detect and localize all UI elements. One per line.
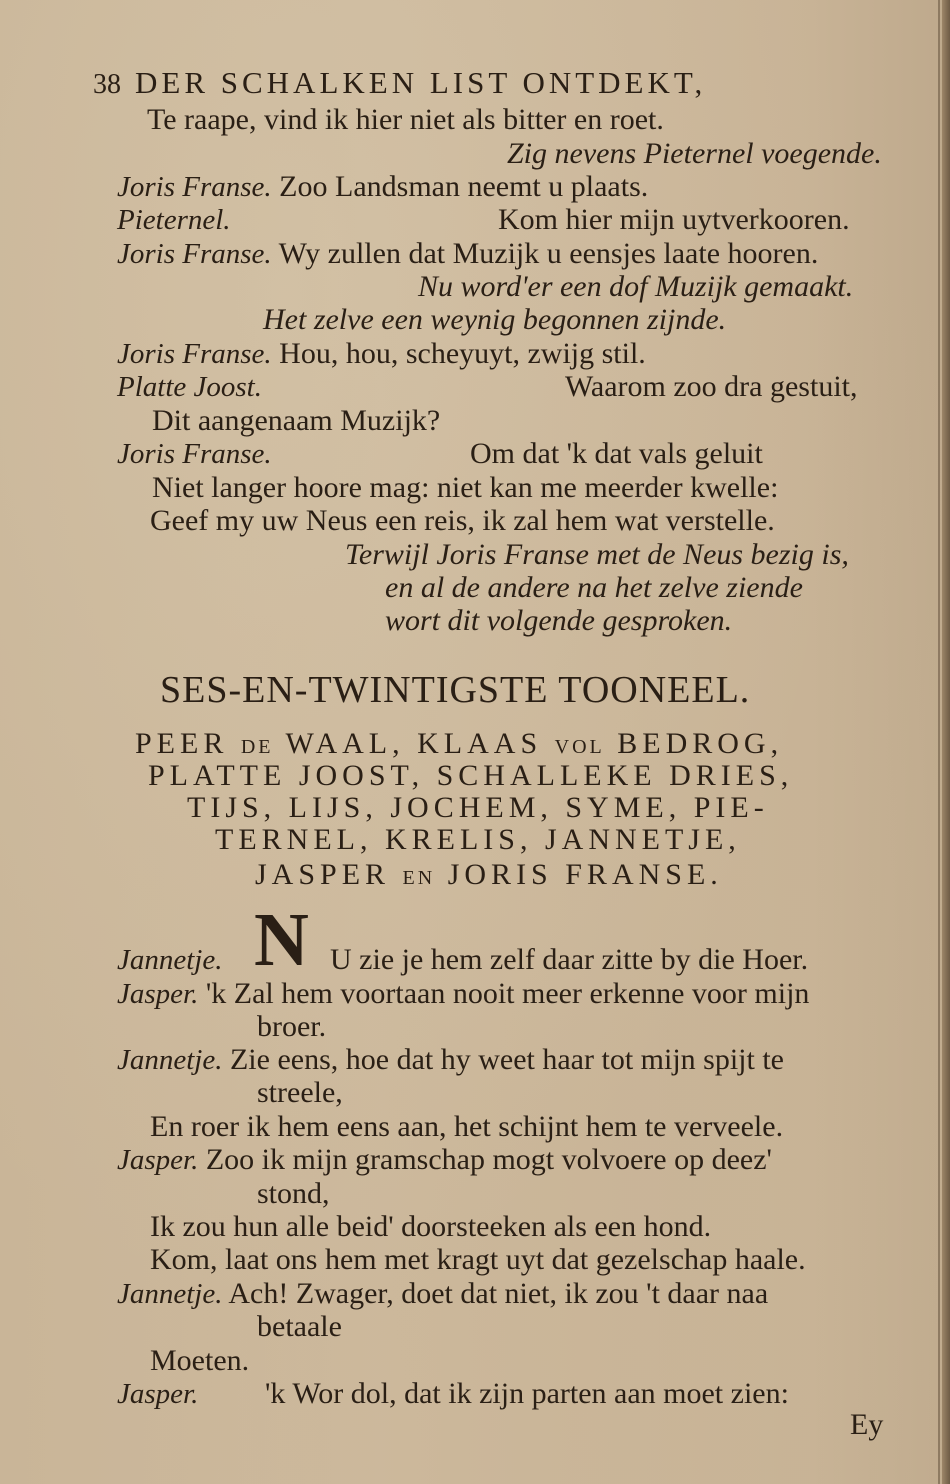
verse-line: Dit aangenaam Muzijk? <box>152 404 441 437</box>
cast-text: JORIS FRANSE. <box>435 858 723 891</box>
cast-line <box>255 858 723 892</box>
speaker-name: Pieternel. <box>117 204 231 236</box>
binding-line <box>938 0 940 1484</box>
cast-line: TERNEL, KRELIS, JANNETJE, <box>215 823 741 856</box>
verse-continuation: broer. <box>257 1010 327 1043</box>
speech-text: Hou, hou, scheyuyt, zwijg stil. <box>279 337 646 370</box>
running-title: DER SCHALKEN LIST ONTDEKT, <box>135 65 707 100</box>
speech-text: Ach! Zwager, doet dat niet, ik zou 't daar naa <box>228 1277 769 1310</box>
cast-line: TIJS, LIJS, JOCHEM, SYME, PIE- <box>187 791 769 824</box>
verse-continuation: streele, <box>257 1076 343 1109</box>
speaker-name: Jannetje. <box>117 944 223 976</box>
speaker-name: Joris Franse. <box>117 338 272 370</box>
stage-direction: wort dit volgende gesproken. <box>385 604 733 637</box>
verse-line: Geef my uw Neus een reis, ik zal hem wat verstelle. <box>150 504 775 537</box>
page-edge <box>942 0 950 1484</box>
verse-line: Ik zou hun alle beid' doorsteeken als een hond. <box>150 1210 712 1243</box>
cast-line: PLATTE JOOST, SCHALLEKE DRIES, <box>148 759 794 792</box>
verse-continuation: stond, <box>257 1177 330 1210</box>
cast-particle: EN <box>402 867 436 889</box>
cast-particle: VOL <box>554 736 605 758</box>
verse-line: Moeten. <box>150 1344 250 1377</box>
speech-text: 'k Wor dol, dat ik zijn parten aan moet zien: <box>265 1377 789 1410</box>
speech-line <box>117 437 272 471</box>
cast-text: WAAL, KLAAS <box>273 727 555 760</box>
speaker-name: Jasper. <box>117 1144 199 1176</box>
speech-text: Zoo ik mijn gramschap mogt volvoere op deez' <box>205 1143 772 1176</box>
drop-cap: N <box>254 898 309 982</box>
speaker-name: Joris Franse. <box>117 438 272 470</box>
stage-direction: Zig nevens Pieternel voegende. <box>507 137 882 170</box>
stage-direction: en al de andere na het zelve ziende <box>385 571 803 604</box>
stage-direction: Terwijl Joris Franse met de Neus bezig is, <box>345 538 849 571</box>
stage-direction: Nu word'er een dof Muzijk gemaakt. <box>418 270 854 303</box>
speech-text: Waarom zoo dra gestuit, <box>565 370 858 403</box>
speaker-name: Joris Franse. <box>117 171 272 203</box>
cast-text: PEER <box>135 727 241 760</box>
speech-text: U zie je hem zelf daar zitte by die Hoer. <box>330 943 809 976</box>
verse-continuation: betaale <box>257 1310 342 1343</box>
speech-text: Kom hier mijn uytverkooren. <box>498 203 850 236</box>
speaker-name: Jannetje. <box>117 1278 223 1310</box>
speech-line <box>117 977 809 1011</box>
speech-text: 'k Zal hem voortaan nooit meer erkenne voor mijn <box>205 977 810 1010</box>
speech-line <box>117 943 222 977</box>
cast-text: JASPER <box>255 858 403 891</box>
speech-line <box>117 237 818 271</box>
speech-line <box>117 170 648 204</box>
catchword: Ey <box>850 1408 884 1441</box>
page-number: 38 <box>93 69 121 100</box>
scene-title: SES-EN-TWINTIGSTE TOONEEL. <box>160 669 751 711</box>
speaker-name: Joris Franse. <box>117 238 272 270</box>
speaker-name: Jasper. <box>117 1378 199 1410</box>
speaker-name: Platte Joost. <box>117 371 262 403</box>
speech-line <box>117 337 646 371</box>
speech-text: Zoo Landsman neemt u plaats. <box>279 170 649 203</box>
cast-line <box>135 727 783 761</box>
verse-line: Kom, laat ons hem met kragt uyt dat gezelschap haale. <box>150 1243 806 1276</box>
speech-line <box>117 1043 784 1077</box>
speech-line <box>117 1377 198 1411</box>
speech-line <box>117 1277 768 1311</box>
stage-direction: Het zelve een weynig begonnen zijnde. <box>263 303 727 336</box>
speech-text: Wy zullen dat Muzijk u eensjes laate hooren. <box>278 237 819 270</box>
cast-text: BEDROG, <box>604 727 784 760</box>
speech-line <box>117 370 262 404</box>
verse-line: Niet langer hoore mag: niet kan me meerder kwelle: <box>152 471 779 504</box>
speech-text: Om dat 'k dat vals geluit <box>470 437 763 470</box>
verse-line: Te raape, vind ik hier niet als bitter en roet. <box>147 103 664 136</box>
cast-particle: DE <box>240 736 274 758</box>
speech-line <box>117 1143 772 1177</box>
speaker-name: Jannetje. <box>117 1044 223 1076</box>
speaker-name: Jasper. <box>117 978 199 1010</box>
speech-text: Zie eens, hoe dat hy weet haar tot mijn spijt te <box>229 1043 784 1076</box>
speech-line <box>117 203 231 237</box>
running-header <box>93 65 706 101</box>
verse-line: En roer ik hem eens aan, het schijnt hem te verveele. <box>150 1110 784 1143</box>
